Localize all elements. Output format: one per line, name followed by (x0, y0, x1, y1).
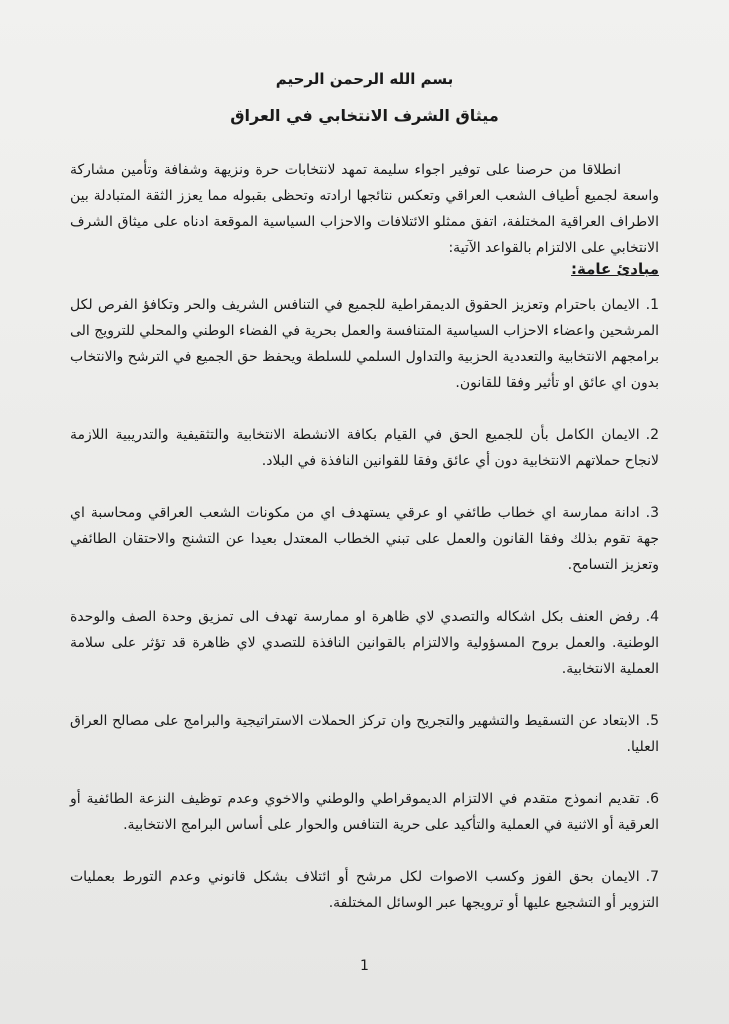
item-text: الايمان باحترام وتعزيز الحقوق الديمقراطية للجميع في التنافس الشريف والحر وتكافؤ الفرص لكل المرشحين واعضاء الاحزاب السياسية المتنافسة والعمل بحرية في الفضاء الوطني والمحلي للترويج الى برامجهم الانتخابية والتعددية الحزبية والتداول السلمي للسلطة ويحفظ حق الجميع في الترشح والانتخاب بدون اي عائق او تأثير وفقا للقانون. (70, 297, 659, 391)
page-number: 1 (360, 958, 369, 974)
basmala: بسم الله الرحمن الرحيم (275, 70, 454, 88)
item-number: 6. (645, 791, 659, 807)
intro-paragraph: انطلاقا من حرصنا على توفير اجواء سليمة تمهد لانتخابات حرة ونزيهة وشفافة وتأمين مشاركة واسعة لجميع أطياف الشعب العراقي وتعكس نتائجها ارادته وتحظى بقبوله مما يعزز الثقة المتبادلة بين الاطراف العراقية المختلفة، اتفق ممثلو الائتلافات والاحزاب السياسية الموقعة ادناه على ميثاق الشرف الانتخابي على الالتزام بالقواعد الآتية: (70, 162, 659, 256)
item-text: الابتعاد عن التسقيط والتشهير والتجريح وان تركز الحملات الاستراتيجية والبرامج على مصالح العراق العليا. (70, 713, 659, 755)
item-text: رفض العنف بكل اشكاله والتصدي لاي ظاهرة او ممارسة تهدف الى تمزيق وحدة الصف والوحدة الوطنية. والعمل بروح المسؤولية والالتزام بالقوانين النافذة للتصدي لاي ظاهرة قد تؤثر على سلامة العملية الانتخابية. (70, 609, 659, 677)
document-title: ميثاق الشرف الانتخابي في العراق (230, 106, 499, 125)
item-text: الايمان الكامل بأن للجميع الحق في القيام بكافة الانشطة الانتخابية والتثقيفية والتدريبية اللازمة لانجاح حملاتهم الانتخابية دون أي عائق وفقا للقوانين النافذة في البلاد. (70, 427, 659, 469)
item-text: تقديم انموذج متقدم في الالتزام الديموقراطي والوطني والاخوي وعدم توظيف النزعة الطائفية أو العرقية أو الاثنية في العملية والتأكيد على حرية التنافس والحوار على أساس البرامج الانتخابية. (70, 791, 659, 833)
list-item (70, 864, 659, 916)
list-item (70, 292, 659, 396)
item-text: الايمان بحق الفوز وكسب الاصوات لكل مرشح أو ائتلاف بشكل قانوني وعدم التورط بعمليات التزوير أو التشجيع عليها أو ترويجها عبر الوسائل المختلفة. (70, 869, 659, 911)
item-number: 4. (645, 609, 659, 625)
list-item (70, 604, 659, 682)
principles-list (70, 292, 659, 942)
item-number: 2. (645, 427, 659, 443)
item-number: 1. (645, 297, 659, 313)
item-number: 5. (645, 713, 659, 729)
item-number: 3. (645, 505, 659, 521)
item-number: 7. (645, 869, 659, 885)
list-item (70, 786, 659, 838)
document-body (70, 0, 659, 1024)
section-heading: مبادئ عامة: (571, 260, 659, 278)
item-text: ادانة ممارسة اي خطاب طائفي او عرقي يستهدف اي من مكونات الشعب العراقي ومحاسبة اي جهة تقوم بذلك وفقا القانون والعمل على تبني الخطاب المعتدل بعيدا عن التشنج والاحتقان الطائفي وتعزيز التسامح. (70, 505, 659, 573)
list-item (70, 500, 659, 578)
list-item (70, 422, 659, 474)
list-item (70, 708, 659, 760)
